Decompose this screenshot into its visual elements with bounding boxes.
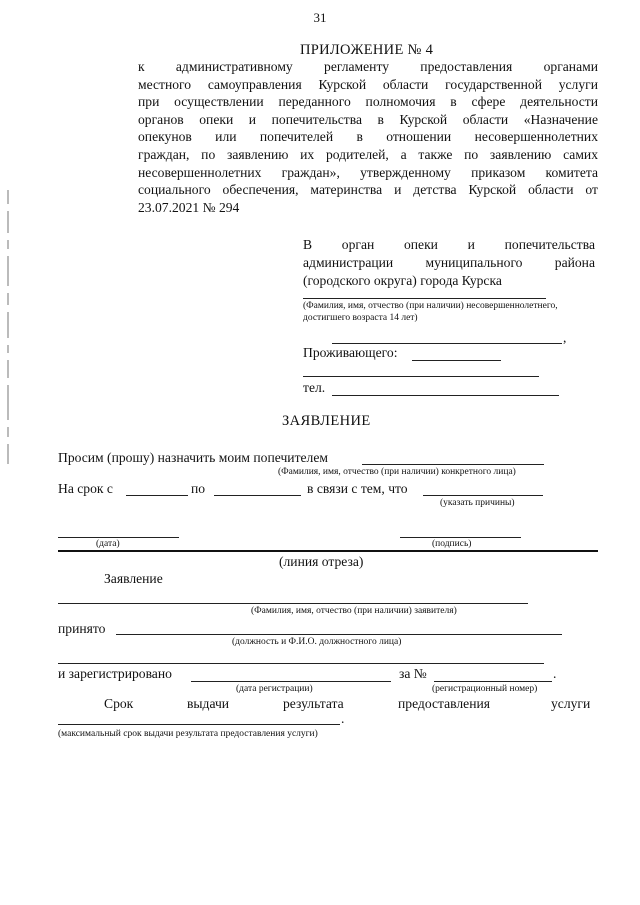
page-number: 31 bbox=[313, 10, 327, 25]
cut-line-label: (линия отреза) bbox=[279, 554, 364, 569]
phone-label: тел. bbox=[303, 380, 326, 395]
deadline-word: услуги bbox=[551, 696, 591, 711]
applicant-name-hint: (Фамилия, имя, отчество (при наличии) несовершеннолетнего, bbox=[303, 301, 558, 311]
number-label: за № bbox=[399, 666, 427, 681]
addressee-line: администрации муниципального района bbox=[303, 255, 595, 270]
reason-label: в связи с тем, что bbox=[307, 481, 408, 496]
guardian-name-field[interactable] bbox=[362, 464, 544, 465]
registration-number-field[interactable] bbox=[434, 681, 552, 682]
deadline-word: результата bbox=[283, 696, 344, 711]
appendix-line: к административному регламенту предоставления органами bbox=[138, 59, 598, 74]
official-hint: (должность и Ф.И.О. должностного лица) bbox=[232, 637, 402, 647]
registered-label: и зарегистрировано bbox=[58, 666, 172, 681]
official-field-2[interactable] bbox=[58, 663, 544, 664]
registration-date-field[interactable] bbox=[191, 681, 391, 682]
applicant-name-field[interactable] bbox=[303, 298, 546, 299]
residing-field-2[interactable] bbox=[303, 376, 539, 377]
deadline-word: Срок bbox=[104, 696, 134, 711]
appendix-line: местного самоуправления Курской области государственной услуги bbox=[138, 76, 598, 92]
deadline-period: . bbox=[341, 711, 345, 726]
applicant-name-field-2[interactable] bbox=[332, 343, 562, 344]
residing-field[interactable] bbox=[412, 360, 501, 361]
request-label: Просим (прошу) назначить моим попечителем bbox=[58, 450, 328, 465]
addressee-line: (городского округа) города Курска bbox=[303, 273, 502, 288]
date-hint: (дата) bbox=[96, 539, 120, 549]
guardian-name-hint: (Фамилия, имя, отчество (при наличии) конкретного лица) bbox=[278, 467, 516, 477]
scan-edge-marks bbox=[4, 190, 12, 520]
appendix-title: ПРИЛОЖЕНИЕ № 4 bbox=[300, 42, 434, 58]
receipt-applicant-hint: (Фамилия, имя, отчество (при наличии) заявителя) bbox=[251, 606, 457, 616]
date-field[interactable] bbox=[58, 537, 179, 538]
appendix-line: несовершеннолетних граждан», утвержденному приказом комитета bbox=[138, 164, 598, 180]
appendix-line: 23.07.2021 № 294 bbox=[138, 199, 240, 215]
appendix-line: органов опеки и попечительства в Курской области «Назначение bbox=[138, 111, 598, 127]
cut-divider bbox=[58, 550, 598, 552]
receipt-applicant-field[interactable] bbox=[58, 603, 528, 604]
appendix-line: граждан, по заявлению их родителей, а также по заявлению самих bbox=[138, 146, 598, 162]
residing-label: Проживающего: bbox=[303, 345, 398, 360]
registration-number-hint: (регистрационный номер) bbox=[432, 684, 538, 694]
official-field[interactable] bbox=[116, 634, 562, 635]
signature-field[interactable] bbox=[400, 537, 521, 538]
statement-heading: ЗАЯВЛЕНИЕ bbox=[282, 413, 371, 429]
deadline-hint: (максимальный срок выдачи результата предоставления услуги) bbox=[58, 729, 318, 739]
term-to-label: по bbox=[191, 481, 206, 496]
phone-field[interactable] bbox=[332, 395, 559, 396]
receipt-statement-label: Заявление bbox=[104, 571, 163, 586]
appendix-reference bbox=[138, 58, 598, 216]
appendix-line: при осуществлении переданного полномочия в сфере деятельности bbox=[138, 94, 598, 110]
reason-hint: (указать причины) bbox=[440, 498, 515, 508]
term-to-field[interactable] bbox=[214, 495, 301, 496]
signature-hint: (подпись) bbox=[432, 539, 472, 549]
applicant-age-hint: достигшего возраста 14 лет) bbox=[303, 313, 418, 323]
addressee-block bbox=[303, 236, 595, 290]
registration-period: . bbox=[553, 666, 557, 681]
registration-date-hint: (дата регистрации) bbox=[236, 684, 313, 694]
addressee-line: В орган опеки и попечительства bbox=[303, 237, 595, 252]
appendix-line: социального обеспечения, материнства и детства Курской области от bbox=[138, 182, 598, 198]
appendix-line: опекунов или попечителей в отношении несовершеннолетних bbox=[138, 129, 598, 145]
reason-field[interactable] bbox=[423, 495, 543, 496]
comma: , bbox=[563, 330, 567, 345]
deadline-word: выдачи bbox=[187, 696, 230, 711]
deadline-field[interactable] bbox=[58, 724, 340, 725]
accepted-label: принято bbox=[58, 621, 106, 636]
term-from-field[interactable] bbox=[126, 495, 188, 496]
deadline-word: предоставления bbox=[398, 696, 491, 711]
term-label: На срок с bbox=[58, 481, 113, 496]
